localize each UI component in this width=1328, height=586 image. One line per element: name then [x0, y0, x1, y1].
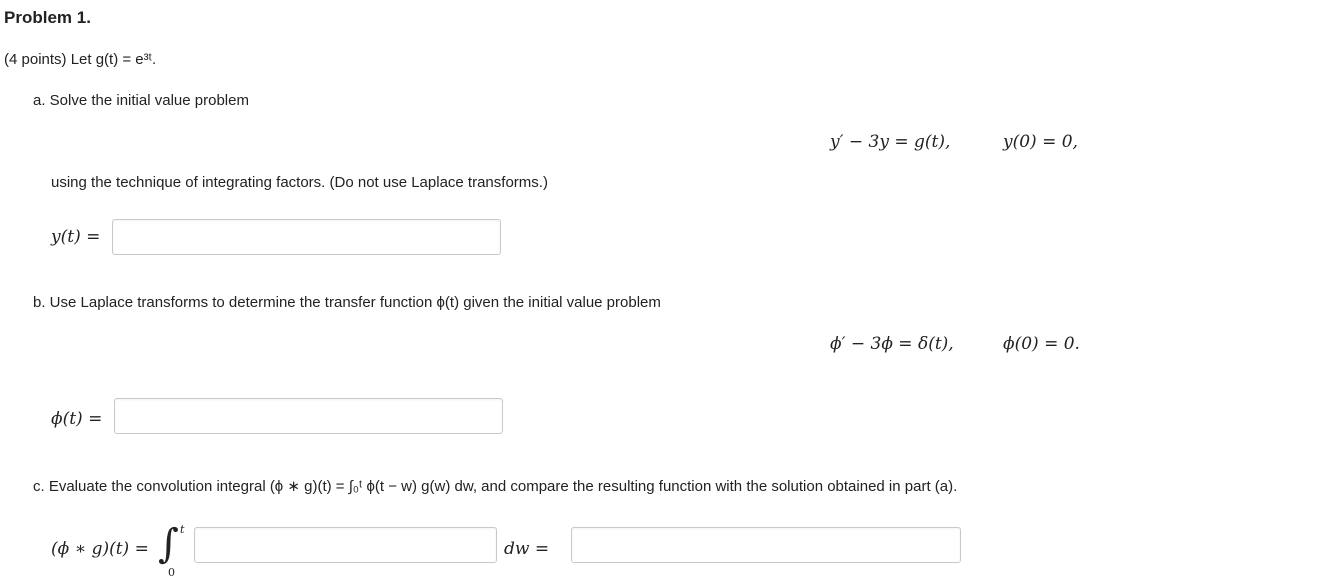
- part-b-equation: ϕ′ − 3ϕ = δ(t),: [830, 334, 954, 354]
- part-a-instruction: using the technique of integrating factors. (Do not use Laplace transforms.): [51, 174, 548, 191]
- integral-upper-limit: t: [180, 523, 185, 536]
- part-c-result-input[interactable]: [571, 527, 961, 563]
- problem-intro: (4 points) Let g(t) = e³ᵗ.: [4, 51, 157, 68]
- part-a-equation: y′ − 3y = g(t),: [830, 132, 951, 152]
- part-c-differential: dw =: [504, 539, 550, 559]
- part-a-initial-condition: y(0) = 0,: [1003, 132, 1078, 152]
- integral-sign: ∫: [158, 521, 179, 567]
- part-b-answer-label: ϕ(t) =: [51, 409, 103, 429]
- part-c-answer-label: (ϕ ∗ g)(t) =: [51, 539, 149, 559]
- part-c-integrand-input[interactable]: [194, 527, 497, 563]
- part-c-label: c. Evaluate the convolution integral (ϕ ∗ g)(t) = ∫₀ᵗ ϕ(t − w) g(w) dw, and compare the resulting function with the solution obtained in part (a).: [33, 478, 958, 495]
- part-a-label: a. Solve the initial value problem: [33, 92, 249, 109]
- integral-lower-limit: 0: [168, 566, 175, 579]
- part-a-answer-label: y(t) =: [51, 227, 101, 247]
- part-b-initial-condition: ϕ(0) = 0.: [1003, 334, 1080, 354]
- problem-title: Problem 1.: [4, 8, 91, 27]
- part-b-answer-input[interactable]: [114, 398, 503, 434]
- part-a-answer-input[interactable]: [112, 219, 501, 255]
- part-b-label: b. Use Laplace transforms to determine the transfer function ϕ(t) given the initial value problem: [33, 294, 661, 311]
